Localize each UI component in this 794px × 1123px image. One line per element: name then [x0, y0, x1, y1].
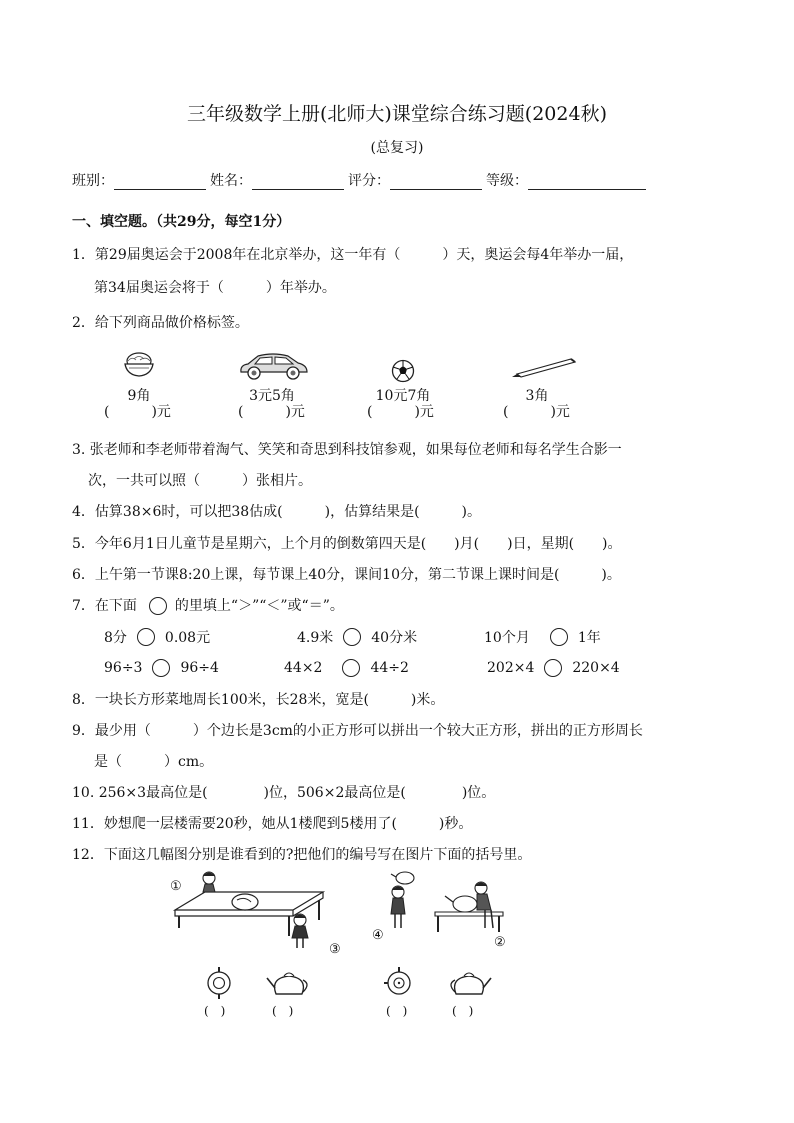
question-3-line-2: 次，一共可以照（ ）张相片。: [88, 473, 312, 489]
compare-item: [104, 659, 219, 677]
question-6: 6．上午第一节课8:20上课，每节课上40分，课间10分，第二节课上课时间是( )。: [72, 567, 621, 583]
class-field[interactable]: [114, 175, 206, 190]
answer-view-4[interactable]: ( ): [452, 1004, 474, 1018]
price-label-pencil: 3角: [525, 388, 549, 404]
compare-left: 8分: [104, 630, 127, 646]
question-7: [72, 596, 344, 616]
question-4: 4．估算38×6时，可以把38估成( )，估算结果是( )。: [72, 504, 482, 520]
grade-label: 等级：: [486, 173, 528, 189]
class-label: 班别：: [72, 173, 114, 189]
name-field[interactable]: [252, 175, 344, 190]
compare-left: 4.9米: [297, 630, 334, 646]
price-label-rice: 9角: [127, 388, 151, 404]
rice-bowl-icon: [122, 350, 156, 380]
answer-rice[interactable]: ( )元: [104, 404, 171, 420]
compare-right: 1年: [577, 630, 601, 646]
kettle-top-view-icon: [204, 966, 234, 1000]
compare-item: [484, 627, 601, 647]
marker-2: ②: [494, 935, 506, 950]
compare-circle[interactable]: [343, 628, 361, 646]
compare-left: 10个月: [484, 630, 530, 646]
compare-circle[interactable]: [544, 659, 562, 677]
kettle-on-table-illustration: [433, 880, 513, 936]
section-heading: 一、填空题。（共29分，每空1分）: [72, 214, 291, 230]
compare-left: 202×4: [487, 660, 535, 676]
question-1-line-2: 第34届奥运会将于（ ）年举办。: [94, 280, 336, 296]
question-10: 10. 256×3最高位是( )位，506×2最高位是( )位。: [72, 785, 496, 801]
question-9-line-2: 是（ ）cm。: [94, 754, 214, 770]
table-scene-illustration: [165, 870, 335, 960]
question-7-prefix: 7．在下面: [72, 598, 137, 614]
compare-left: 96÷3: [104, 660, 143, 676]
compare-circle[interactable]: [152, 659, 170, 677]
compare-left: 44×2: [284, 660, 323, 676]
circle-icon: [149, 597, 167, 615]
compare-item: [487, 659, 620, 677]
answer-view-3[interactable]: ( ): [386, 1004, 408, 1018]
question-2: 2．给下列商品做价格标签。: [72, 315, 249, 331]
compare-item: [104, 627, 210, 647]
compare-right: 220×4: [572, 660, 620, 676]
child-holding-kettle-illustration: [385, 868, 415, 932]
pencil-icon: [509, 356, 581, 378]
answer-pencil[interactable]: ( )元: [503, 404, 570, 420]
car-icon: [238, 350, 310, 382]
kettle-side-view-icon: [264, 966, 314, 1000]
question-1-line-1: 1．第29届奥运会于2008年在北京举办，这一年有（ ）天，奥运会每4年举办一届，: [72, 247, 634, 263]
kettle-side-view-2-icon: [444, 966, 494, 1000]
question-7-suffix: 的里填上“＞”“＜”或“＝”。: [174, 598, 344, 614]
compare-right: 0.08元: [164, 630, 211, 646]
answer-view-1[interactable]: ( ): [204, 1004, 226, 1018]
question-9-line-1: 9．最少用（ ）个边长是3cm的小正方形可以拼出一个较大正方形，拼出的正方形周长: [72, 723, 643, 739]
answer-car[interactable]: ( )元: [238, 404, 305, 420]
question-3-line-1: 3. 张老师和李老师带着淘气、笑笑和奇思到科技馆参观，如果每位老师和每名学生合影一: [72, 442, 622, 458]
answer-view-2[interactable]: ( ): [272, 1004, 294, 1018]
grade-field[interactable]: [528, 175, 646, 190]
student-info-line: [72, 170, 650, 190]
score-field[interactable]: [390, 175, 482, 190]
score-label: 评分：: [348, 173, 390, 189]
page-title: 三年级数学上册(北师大)课堂综合练习题(2024秋): [186, 103, 607, 125]
compare-right: 40分米: [371, 630, 418, 646]
price-label-car: 3元5角: [249, 388, 295, 404]
compare-circle[interactable]: [342, 659, 360, 677]
compare-item: [284, 659, 409, 677]
compare-circle[interactable]: [550, 628, 568, 646]
marker-1: ①: [170, 879, 182, 894]
question-11: 11．妙想爬一层楼需要20秒，她从1楼爬到5楼用了( )秒。: [72, 816, 473, 832]
compare-right: 44÷2: [370, 660, 409, 676]
page-subtitle: (总复习): [370, 140, 424, 156]
answer-ball[interactable]: ( )元: [367, 404, 434, 420]
name-label: 姓名：: [210, 173, 252, 189]
marker-3: ③: [329, 942, 341, 957]
question-12: 12．下面这几幅图分别是谁看到的?把他们的编号写在图片下面的括号里。: [72, 847, 532, 863]
compare-right: 96÷4: [180, 660, 219, 676]
question-8: 8．一块长方形菜地周长100米，长28米，宽是( )米。: [72, 692, 445, 708]
marker-4: ④: [372, 928, 384, 943]
kettle-top-view-2-icon: [384, 966, 414, 1000]
compare-item: [297, 627, 417, 647]
compare-circle[interactable]: [137, 628, 155, 646]
soccer-ball-icon: [391, 359, 415, 383]
question-5: 5．今年6月1日儿童节是星期六，上个月的倒数第四天是( )月( )日，星期( )。: [72, 536, 622, 552]
price-label-ball: 10元7角: [375, 388, 431, 404]
